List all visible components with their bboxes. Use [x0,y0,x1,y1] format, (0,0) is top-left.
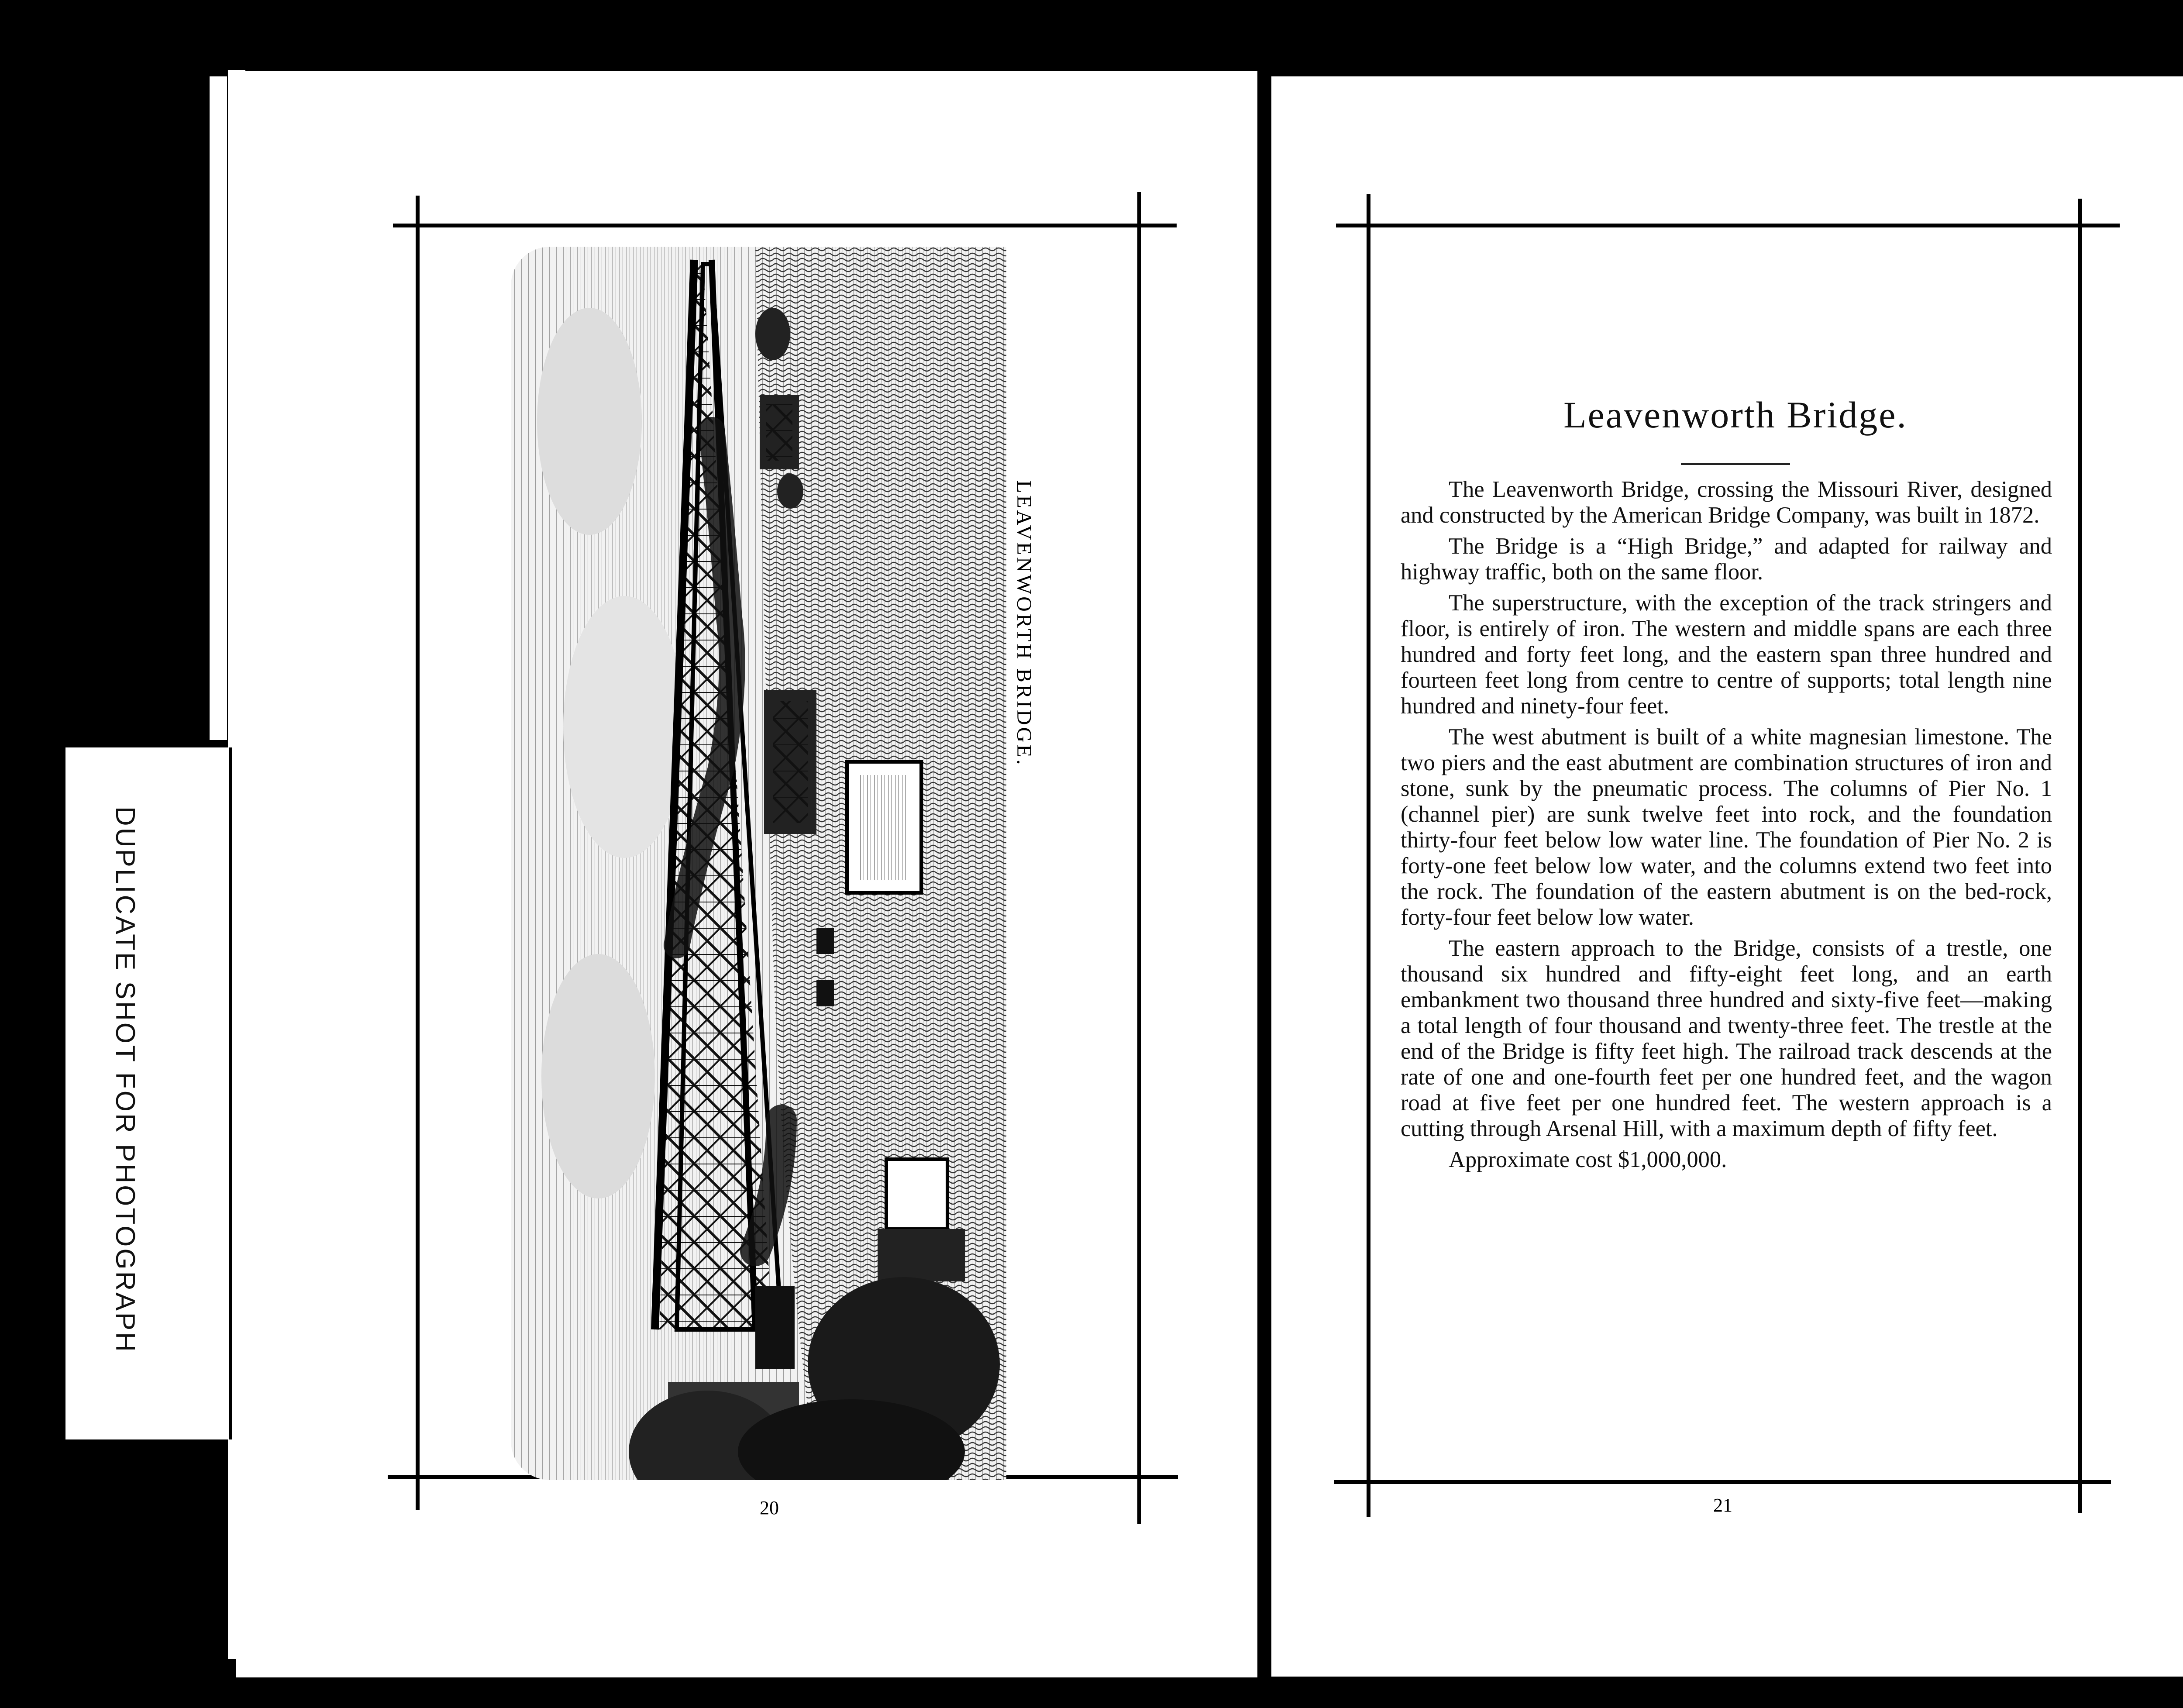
frame-rule-left [416,196,420,1510]
page-title: Leavenworth Bridge. [1563,394,1908,436]
title-underline [1681,463,1790,465]
paragraph: The west abutment is built of a white magnesian limestone. The two piers and the east abutment are combination structures of iron and stone, sunk by the pneumatic process. The columns of Pier No. 1 (channel pier) are sunk twelve feet into rock, and the foundation thirty-four feet below low water line. The foundation of Pier No. 2 is forty-one feet below low water, and the columns extend two feet into the rock. The foundation of the eastern abutment is on the bed-rock, forty-four feet below low water. [1401,724,2052,930]
paragraph: Approximate cost $1,000,000. [1449,1147,1727,1172]
body-text [1401,477,2052,1178]
frame-rule-left [1367,194,1370,1517]
underlying-page-edge [210,76,230,740]
paragraph: The eastern approach to the Bridge, consists of a trestle, one thousand six hundred and fifty-eight feet long, and an earth embankment two thousand three hundred and sixty-five feet—making a total length of four thousand and twenty-three feet. The trestle at the end of the Bridge is fifty feet high. The railroad track descends at the rate of one and one-fourth feet per one hundred feet, and the wagon road at five feet per one hundred feet. The western approach is a cutting through Arsenal Hill, with a maximum depth of fifty feet. [1401,936,2052,1141]
duplicate-shot-slip [65,747,232,1439]
page-number-right: 21 [1713,1494,1732,1516]
slip-label: DUPLICATE SHOT FOR PHOTOGRAPH [110,806,140,1353]
bridge-engraving [511,247,1006,1480]
frame-rule-right [1137,192,1141,1524]
frame-rule-top [1336,224,2120,227]
paragraph: The Bridge is a “High Bridge,” and adapted for railway and highway traffic, both on the same floor. [1401,534,2052,585]
paragraph: The Leavenworth Bridge, crossing the Missouri River, designed and constructed by the American Bridge Company, was built in 1872. [1401,477,2052,528]
page-number-left: 20 [760,1497,779,1519]
paragraph: The superstructure, with the exception of the track stringers and floor, is entirely of iron. The western and middle spans are each three hundred and forty feet long, and the eastern span three hundred and fourteen feet long from centre to centre of supports; total length nine hundred and ninety-four feet. [1401,590,2052,719]
frame-rule-bottom [1334,1480,2111,1484]
frame-rule-top [393,224,1177,227]
illustration-caption: LEAVENWORTH BRIDGE. [1012,480,1036,767]
